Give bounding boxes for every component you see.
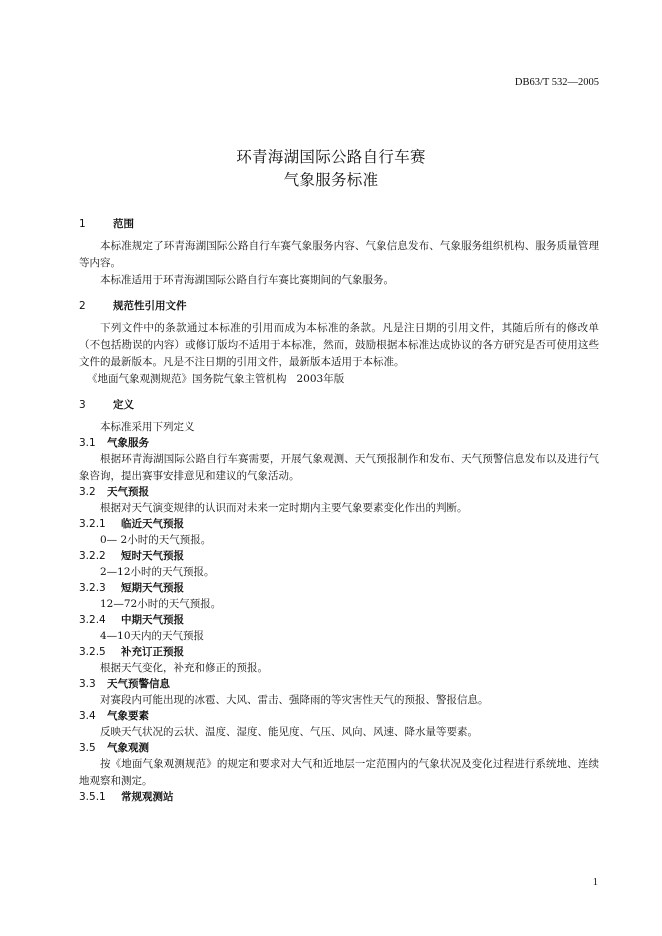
paragraph: 本标准采用下列定义 — [100, 421, 195, 433]
paragraph: 本标准适用于环青海湖国际公路自行车赛比赛期间的气象服务。 — [100, 274, 394, 286]
reference-title: 《地面气象观测规范》 — [87, 373, 192, 385]
section-heading-2: 2 规范性引用文件 — [79, 300, 187, 312]
subsection-heading-3-1: 3.1 气象服务 — [79, 437, 149, 449]
document-body — [79, 217, 599, 805]
definition-text: 对赛段内可能出现的冰雹、大风、雷击、强降雨的等灾害性天气的预报、警报信息。 — [100, 694, 489, 706]
paragraph: 下列文件中的条款通过本标准的引用而成为本标准的条款。凡是注日期的引用文件，其随后所有的修改单（不包括勘误的内容）或修订版均不适用于本标准，然而，鼓励根据本标准达成协议的各方研究是否可使用这些文件的最新版本。凡是不注日期的引用文件，最新版本适用于本标准。 — [79, 322, 599, 368]
definition-text: 根据对天气演变规律的认识而对未来一定时期内主要气象要素变化作出的判断。 — [100, 502, 468, 514]
subsection-heading-3-5-1: 3.5.1 常规观测站 — [79, 791, 174, 803]
subsection-heading-3-3: 3.3 天气预警信息 — [79, 678, 170, 690]
subsection-heading-3-2-1: 3.2.1 临近天气预报 — [79, 518, 184, 530]
subsection-heading-3-2-4: 3.2.4 中期天气预报 — [79, 614, 184, 626]
definition-text: 4—10天内的天气预报 — [100, 630, 205, 642]
document-subtitle: 气象服务标准 — [283, 171, 379, 189]
reference-organization: 国务院气象主管机构 — [192, 373, 287, 385]
normative-reference — [79, 371, 599, 388]
subsection-heading-3-2-3: 3.2.3 短期天气预报 — [79, 582, 184, 594]
standard-code: DB63/T 532—2005 — [514, 77, 599, 88]
section-heading-1: 1 范围 — [79, 218, 134, 230]
definition-text: 12—72小时的天气预报。 — [100, 598, 222, 610]
section-heading-3: 3 定义 — [79, 399, 134, 411]
definition-text: 2—12小时的天气预报。 — [100, 566, 215, 578]
subsection-heading-3-5: 3.5 气象观测 — [79, 742, 149, 754]
definition-text: 按《地面气象观测规范》的规定和要求对大气和近地层一定范围内的气象状况及变化过程进行系统地、连续地观察和测定。 — [79, 758, 599, 787]
page-number: 1 — [592, 877, 598, 888]
document-title: 环青海湖国际公路自行车赛 — [236, 148, 426, 166]
definition-text: 反映天气状况的云状、温度、湿度、能见度、气压、风向、风速、降水量等要素。 — [100, 726, 478, 738]
definition-text: 根据环青海湖国际公路自行车赛需要，开展气象观测、天气预报制作和发布、天气预警信息发布以及进行气象咨询，提出赛事安排意见和建议的气象活动。 — [79, 453, 599, 482]
subsection-heading-3-2-5: 3.2.5 补充订正预报 — [79, 646, 184, 658]
subsection-heading-3-2: 3.2 天气预报 — [79, 486, 149, 498]
subsection-heading-3-2-2: 3.2.2 短时天气预报 — [79, 550, 184, 562]
reference-year: 2003年版 — [296, 373, 345, 385]
definition-text: 根据天气变化，补充和修正的预报。 — [100, 662, 268, 674]
definition-text: 0— 2小时的天气预报。 — [100, 534, 212, 546]
paragraph: 本标准规定了环青海湖国际公路自行车赛气象服务内容、气象信息发布、气象服务组织机构、服务质量管理等内容。 — [79, 240, 599, 269]
subsection-heading-3-4: 3.4 气象要素 — [79, 710, 149, 722]
